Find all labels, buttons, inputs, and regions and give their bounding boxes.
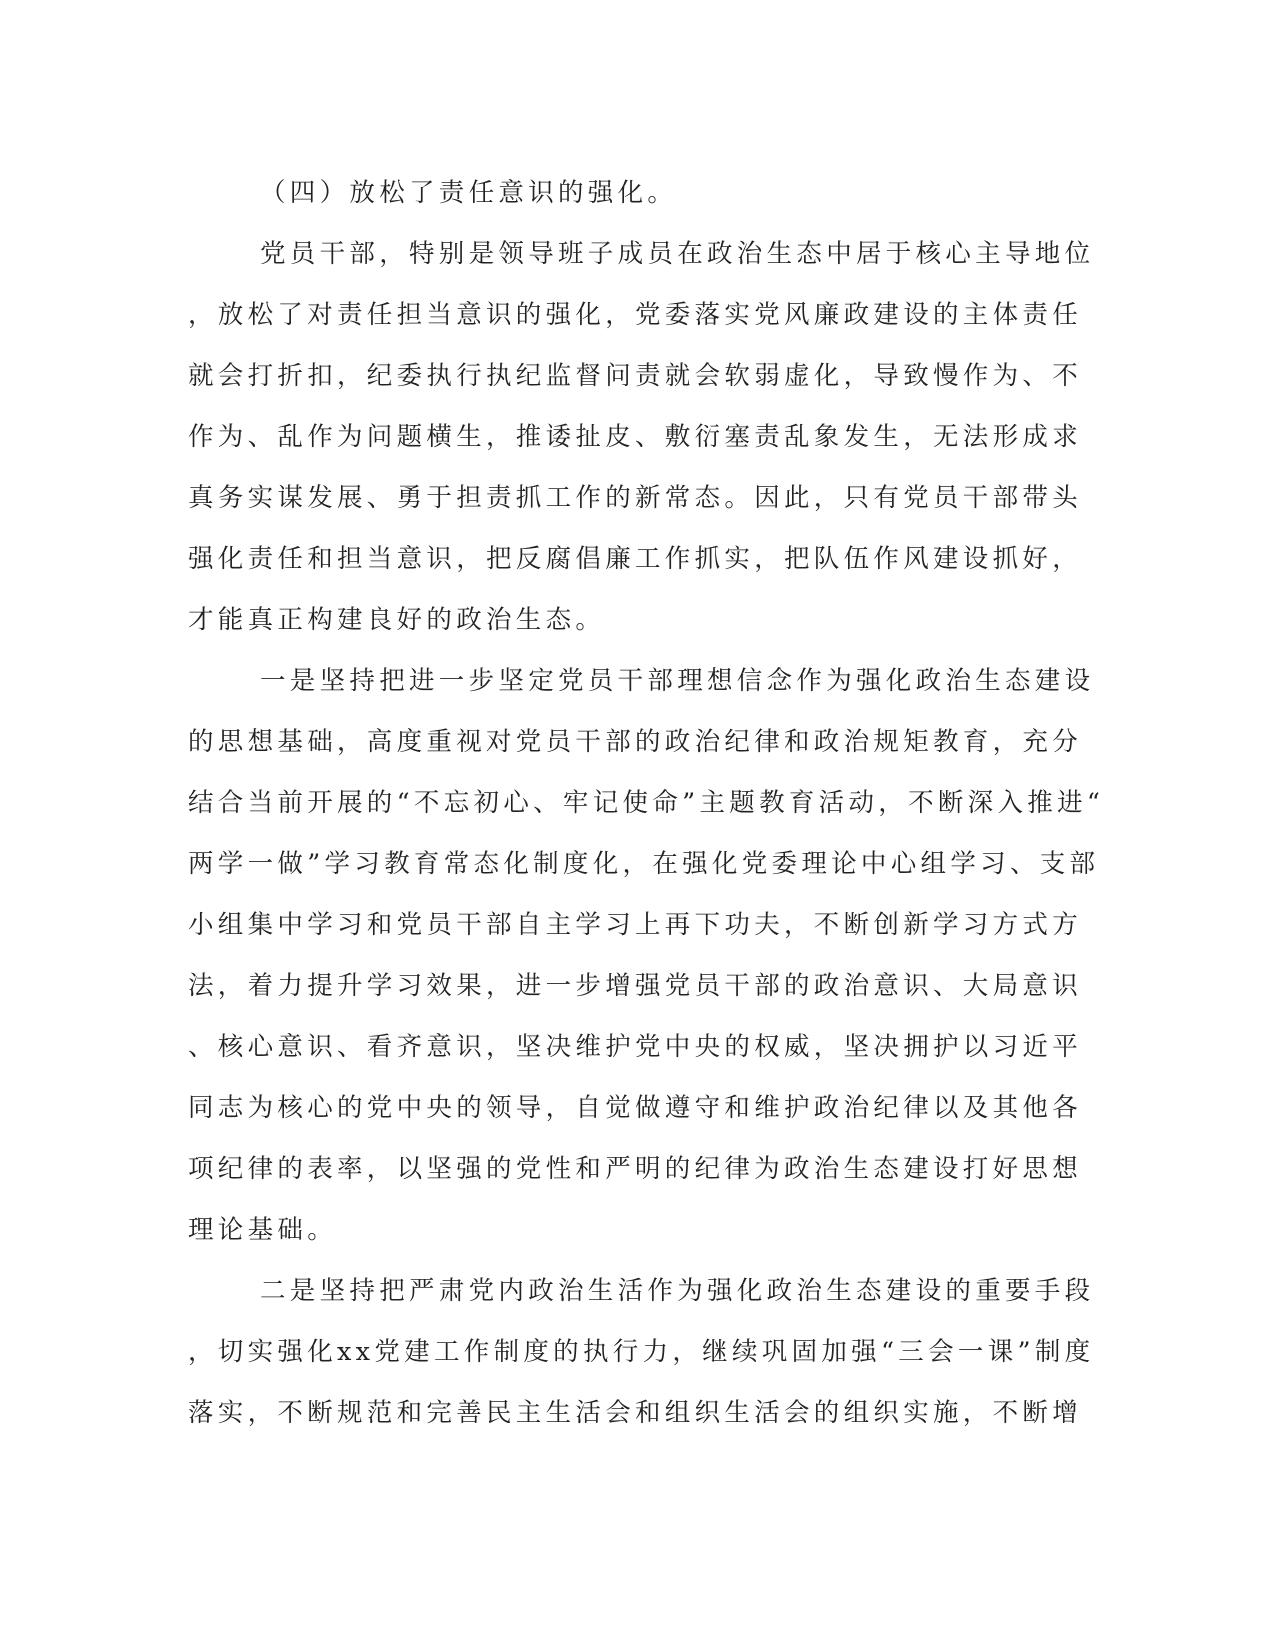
paragraph-line: 真务实谋发展、勇于担责抓工作的新常态。因此，只有党员干部带头 [188,483,1083,513]
paragraph-line: 强化责任和担当意识，把反腐倡廉工作抓实，把队伍作风建设抓好， [188,544,1083,574]
paragraph-1 [188,224,1095,651]
paragraph-line: 结合当前开展的“不忘初心、牢记使命”主题教育活动，不断深入推进“ [188,788,1105,818]
paragraph-line: ，切实强化xx党建工作制度的执行力，继续巩固加强“三会一课”制度 [188,1337,1095,1367]
paragraph-line: 同志为核心的党中央的领导，自觉做遵守和维护政治纪律以及其他各 [188,1093,1083,1123]
paragraph-line: 、核心意识、看齐意识，坚决维护党中央的权威，坚决拥护以习近平 [188,1032,1083,1062]
paragraph-line: 理论基础。 [188,1215,338,1245]
section-heading: （四）放松了责任意识的强化。 [260,178,678,208]
paragraph-line: 才能真正构建良好的政治生态。 [188,605,606,635]
paragraph-line: 就会打折扣，纪委执行执纪监督问责就会软弱虚化，导致慢作为、不 [188,361,1083,391]
document-body [188,163,1105,1444]
paragraph-line: 二是坚持把严肃党内政治生活作为强化政治生态建设的重要手段 [260,1276,1095,1306]
paragraph-line: 法，着力提升学习效果，进一步增强党员干部的政治意识、大局意识 [188,971,1083,1001]
paragraph-line: 一是坚持把进一步坚定党员干部理想信念作为强化政治生态建设 [260,666,1095,696]
paragraph-line: 项纪律的表率，以坚强的党性和严明的纪律为政治生态建设打好思想 [188,1154,1083,1184]
paragraph-line: 落实，不断规范和完善民主生活会和组织生活会的组织实施，不断增 [188,1398,1083,1428]
paragraph-line: 两学一做”学习教育常态化制度化，在强化党委理论中心组学习、支部 [188,849,1100,879]
paragraph-line: 的思想基础，高度重视对党员干部的政治纪律和政治规矩教育，充分 [188,727,1083,757]
paragraph-line: 作为、乱作为问题横生，推诿扯皮、敷衍塞责乱象发生，无法形成求 [188,422,1083,452]
paragraph-line: 小组集中学习和党员干部自主学习上再下功夫，不断创新学习方式方 [188,910,1083,940]
paragraph-3 [188,1261,1095,1444]
paragraph-line: ，放松了对责任担当意识的强化，党委落实党风廉政建设的主体责任 [188,300,1083,330]
paragraph-line: 党员干部，特别是领导班子成员在政治生态中居于核心主导地位 [260,239,1095,269]
paragraph-2 [188,651,1105,1261]
